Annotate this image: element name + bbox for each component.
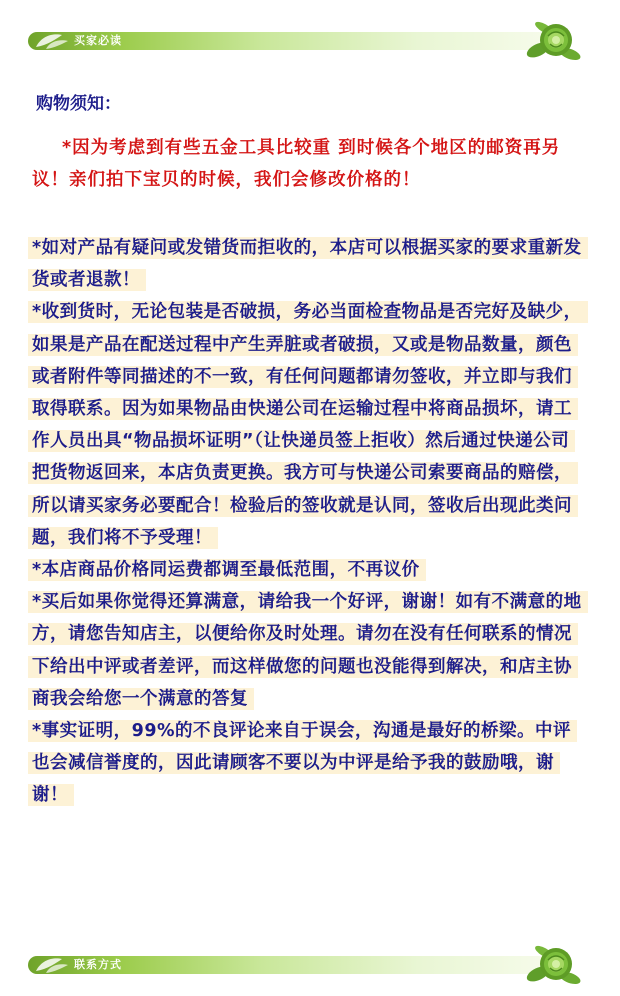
shipping-notice <box>32 132 580 196</box>
leaf-icon <box>32 955 72 975</box>
notice-item <box>28 586 584 715</box>
notice-item <box>28 296 584 554</box>
notice-text: *买后如果你觉得还算满意，请给我一个好评，谢谢！如有不满意的地方，请您告知店主，以便给你及时处理。请勿在没有任何联系的情况下给出中评或者差评，而这样做您的问题也没能得到解决，和店主协商我会给您一个满意的答复 <box>28 591 588 710</box>
notice-item <box>28 232 584 296</box>
notice-text: *如对产品有疑问或发错货而拒收的，本店可以根据买家的要求重新发货或者退款！ <box>28 237 588 291</box>
shipping-notice-text: *因为考虑到有些五金工具比较重 到时候各个地区的邮资再另议！亲们拍下宝贝的时候，我们会修改价格的！ <box>32 138 561 190</box>
notice-item <box>28 715 584 812</box>
notice-text: *事实证明，99%的不良评论来自于误会，沟通是最好的桥梁。中评也会减信誉度的，因此请顾客不要以为中评是给予我的鼓励哦，谢谢！ <box>28 720 577 806</box>
page-title: 购物须知： <box>36 94 121 114</box>
notice-text: *本店商品价格同运费都调至最低范围，不再议价 <box>28 559 426 581</box>
header-banner <box>24 14 584 64</box>
banner-label: 联系方式 <box>74 958 122 971</box>
rose-icon <box>524 938 584 990</box>
notice-list <box>28 232 584 812</box>
leaf-icon <box>32 31 72 51</box>
notice-text: *收到货时，无论包装是否破损，务必当面检查物品是否完好及缺少，如果是产品在配送过程中产生弄脏或者破损，又或是物品数量，颜色或者附件等同描述的不一致，有任何问题都请勿签收，并立即与我们取得联系。因为如果物品由快递公司在运输过程中将商品损坏，请工作人员出具“物品损坏证明”（让快递员签上拒收）然后通过快递公司把货物返回来，本店负责更换。我方可与快递公司索要商品的赔偿，所以请买家务必要配合！检验后的签收就是认同，签收后出现此类问题，我们将不予受理！ <box>28 301 588 548</box>
rose-icon <box>524 14 584 66</box>
banner-label: 买家必读 <box>74 34 122 47</box>
notice-item <box>28 554 584 586</box>
footer-banner <box>24 938 584 988</box>
